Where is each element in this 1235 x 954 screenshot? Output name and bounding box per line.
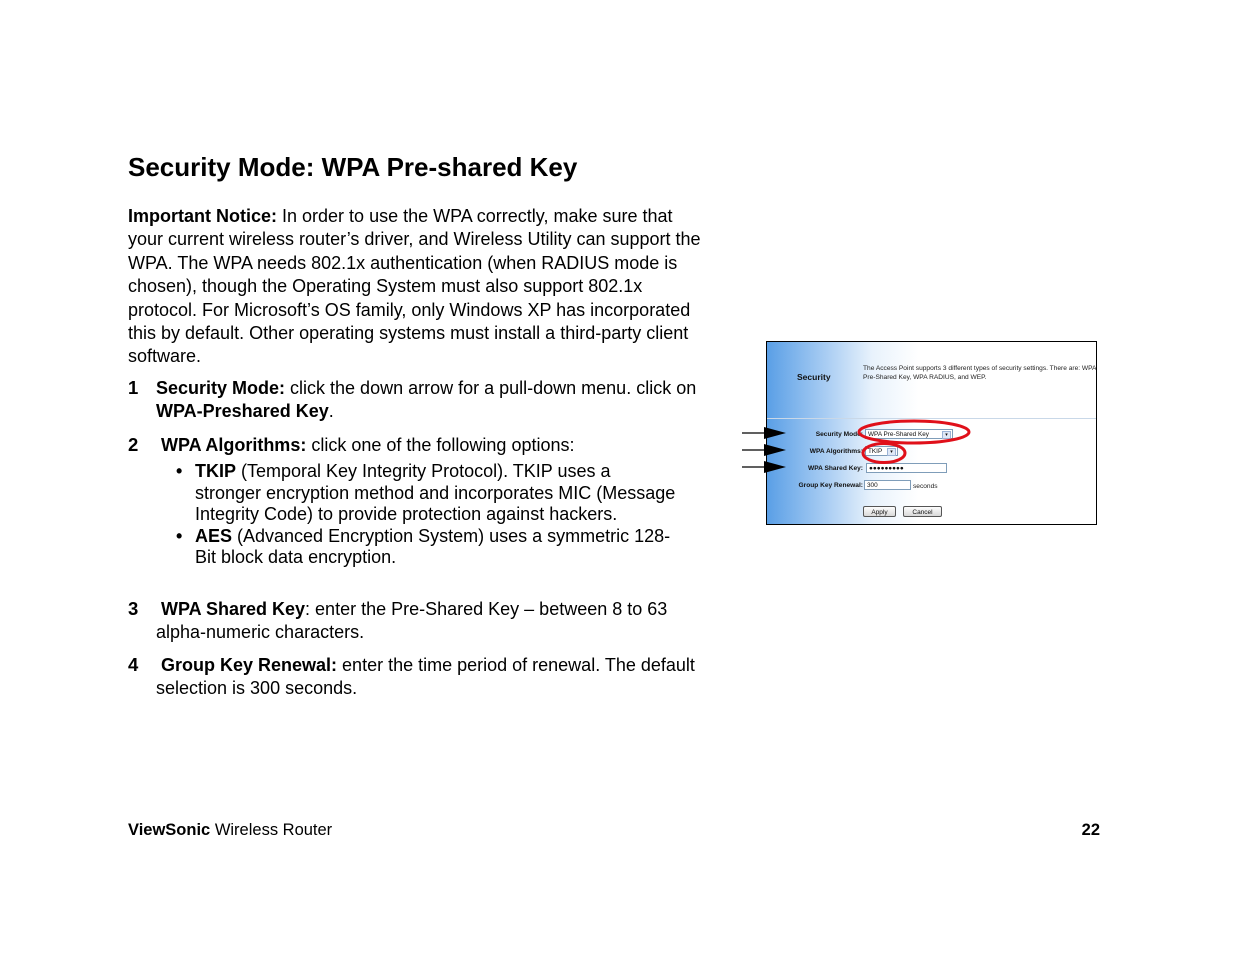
notice-text: In order to use the WPA correctly, make sure that your current wireless router’s driver, and Wireless Utility can support the WPA. The WPA needs 802.1x authentication (when RADIUS mode is chosen), though the Operating System must also support 802.1x protocol. For Microsoft’s OS family, only Windows XP has incorporated this by default. Other operating systems must install a third-party client software. xyxy=(128,206,701,367)
arrow-head-icon xyxy=(764,461,786,473)
step-number: 1 xyxy=(128,377,139,398)
footer-product xyxy=(128,820,332,840)
page-title: Security Mode: WPA Pre-shared Key xyxy=(128,152,578,182)
screenshot-section-title: Security xyxy=(797,372,831,382)
step-label: Security Mode: xyxy=(156,378,286,398)
step-text: enter the time period of renewal. The default selection is 300 seconds. xyxy=(156,655,695,698)
group-key-renewal-label: Group Key Renewal: xyxy=(798,482,863,489)
option-text: (Temporal Key Integrity Protocol). TKIP uses a stronger encryption method and incorporates MIC (Message Integrity Code) to provide protection against hackers. xyxy=(195,461,676,524)
option-text: (Advanced Encryption System) uses a symmetric 128-Bit block data encryption. xyxy=(195,525,671,567)
step-label: WPA Shared Key xyxy=(161,599,306,619)
chevron-down-icon[interactable]: ▾ xyxy=(887,448,896,456)
arrow-head-icon xyxy=(764,444,786,456)
step-number: 3 xyxy=(128,598,139,619)
wpa-shared-key-value: ●●●●●●●●● xyxy=(869,465,904,472)
step-label: WPA Algorithms: xyxy=(161,435,307,455)
bullet-glyph: • xyxy=(176,461,183,481)
arrow-head-icon xyxy=(764,427,786,439)
highlight-ellipse-algorithms xyxy=(863,444,905,463)
notice-label: Important Notice: xyxy=(128,206,278,226)
pointer-arrows xyxy=(742,427,786,473)
wpa-algorithms-value: TKIP xyxy=(868,448,883,455)
step-text: click the down arrow for a pull-down menu. click on xyxy=(285,378,697,398)
group-key-renewal-value: 300 xyxy=(867,482,878,489)
page-number: 22 xyxy=(1081,821,1100,839)
option-label: TKIP xyxy=(195,461,237,481)
wpa-algorithms-label: WPA Algorithms: xyxy=(809,448,863,455)
step-text: : enter the Pre-Shared Key – between 8 to 63 alpha-numeric characters. xyxy=(156,599,668,642)
step-text: click one of the following options: xyxy=(306,435,575,455)
security-mode-value: WPA Pre-Shared Key xyxy=(868,431,929,438)
security-mode-label: Security Mode: xyxy=(815,431,863,438)
footer-brand: ViewSonic xyxy=(128,821,211,839)
step-number: 4 xyxy=(128,654,139,675)
screenshot-description: The Access Point supports 3 different types of security settings. There are: WPA Pre-Shared Key, WPA RADIUS, and WEP. xyxy=(863,365,1097,381)
step-option: WPA-Preshared Key xyxy=(156,400,329,421)
footer-product-name: Wireless Router xyxy=(210,821,333,839)
wpa-shared-key-label: WPA Shared Key: xyxy=(808,465,863,472)
apply-button[interactable]: Apply xyxy=(863,506,896,517)
step-label: Group Key Renewal: xyxy=(161,655,338,675)
step-tail: . xyxy=(328,400,334,421)
step-number: 2 xyxy=(128,434,139,455)
bullet-glyph: • xyxy=(176,525,183,546)
highlight-ellipse-security-mode xyxy=(859,421,969,443)
option-label: AES xyxy=(195,525,233,546)
cancel-button[interactable]: Cancel xyxy=(903,506,942,517)
renewal-unit: seconds xyxy=(913,483,938,490)
chevron-down-icon[interactable]: ▾ xyxy=(942,431,951,439)
